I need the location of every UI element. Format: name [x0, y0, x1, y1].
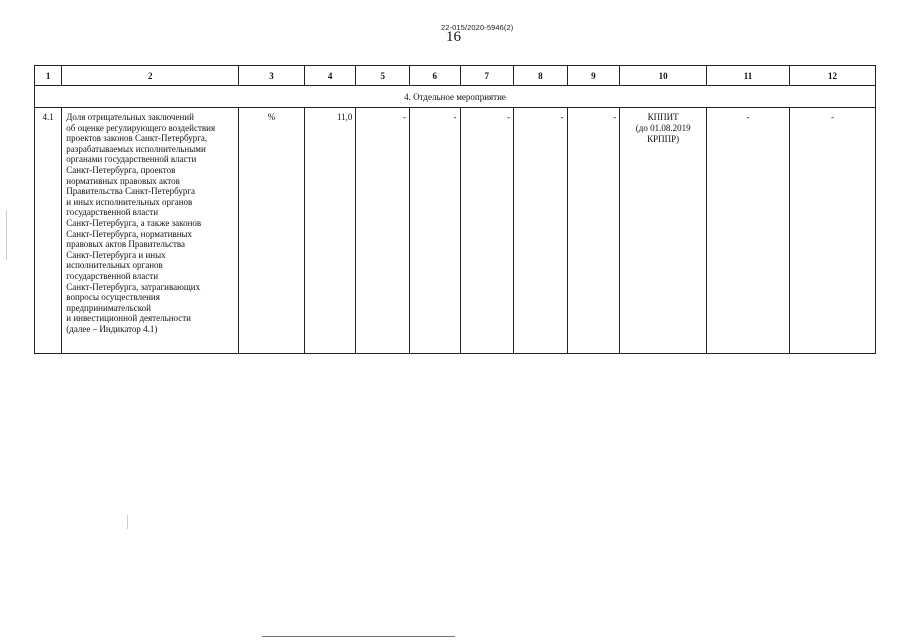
column-number: 10 [620, 66, 707, 86]
column-number: 1 [35, 66, 62, 86]
value-cell: - [409, 108, 460, 354]
indicator-name-line: исполнительных органов [66, 260, 163, 271]
base-value-cell: 11,0 [304, 108, 356, 354]
scan-artifact [262, 636, 455, 637]
value-cell: - [790, 108, 876, 354]
scan-artifact [127, 515, 128, 529]
column-number: 12 [790, 66, 876, 86]
indicator-name-line: (далее – Индикатор 4.1) [66, 323, 158, 334]
column-number: 8 [514, 66, 568, 86]
value-cell: - [356, 108, 410, 354]
indicator-name-line: Санкт-Петербурга, затрагивающих [66, 281, 201, 292]
indicator-name-line: Санкт-Петербурга, нормативных [66, 228, 193, 239]
value-cell: - [514, 108, 568, 354]
unit-cell: % [239, 108, 305, 354]
indicator-name-line: государственной власти [66, 207, 159, 218]
indicator-name-line: государственной власти [66, 270, 159, 281]
indicator-name-line: Санкт-Петербурга и иных [66, 249, 166, 260]
responsible-cell [620, 108, 707, 354]
column-number: 5 [356, 66, 410, 86]
column-number: 9 [567, 66, 620, 86]
column-number-row [35, 66, 876, 86]
page-number: 16 [446, 29, 461, 45]
indicator-name-line: предпринимательской [66, 302, 151, 313]
indicator-name-line: органами государственной власти [66, 154, 197, 165]
responsible-line: (до 01.08.2019 [635, 123, 691, 133]
indicator-name-line: правовых актов Правительства [66, 239, 186, 250]
column-number: 3 [239, 66, 305, 86]
indicator-name-line: Доля отрицательных заключений [66, 112, 194, 122]
section-row [35, 86, 876, 108]
indicator-name-line: об оценке регулирующего воздействия [66, 122, 216, 133]
indicators-table [34, 65, 876, 354]
row-number: 4.1 [35, 108, 62, 354]
indicator-name-line: нормативных правовых актов [66, 175, 180, 186]
table-row [35, 108, 876, 354]
responsible-line: КППИТ [647, 112, 679, 122]
value-cell: - [707, 108, 790, 354]
indicator-name-line: Санкт-Петербурга, а также законов [66, 217, 202, 228]
indicator-name-line: и иных исполнительных органов [66, 196, 193, 207]
indicator-name-line: разрабатываемых исполнительными [66, 143, 206, 154]
value-cell: - [567, 108, 620, 354]
document-registration-stamp: 22-015/2020-5946(2) [441, 23, 514, 32]
section-title: 4. Отдельное мероприятие [35, 86, 876, 108]
indicator-name-line: Санкт-Петербурга, проектов [66, 164, 176, 175]
indicator-name [62, 108, 239, 354]
column-number: 6 [409, 66, 460, 86]
responsible-line: КРППР) [647, 134, 680, 144]
indicator-name-line: и инвестиционной деятельности [66, 313, 191, 324]
value-cell: - [460, 108, 514, 354]
column-number: 2 [62, 66, 239, 86]
column-number: 4 [304, 66, 356, 86]
indicator-name-line: проектов законов Санкт-Петербурга, [66, 133, 208, 144]
column-number: 11 [707, 66, 790, 86]
indicator-name-line: вопросы осуществления [66, 292, 160, 303]
indicator-name-line: Правительства Санкт-Петербурга [66, 186, 196, 197]
column-number: 7 [460, 66, 514, 86]
scan-artifact [6, 210, 7, 260]
